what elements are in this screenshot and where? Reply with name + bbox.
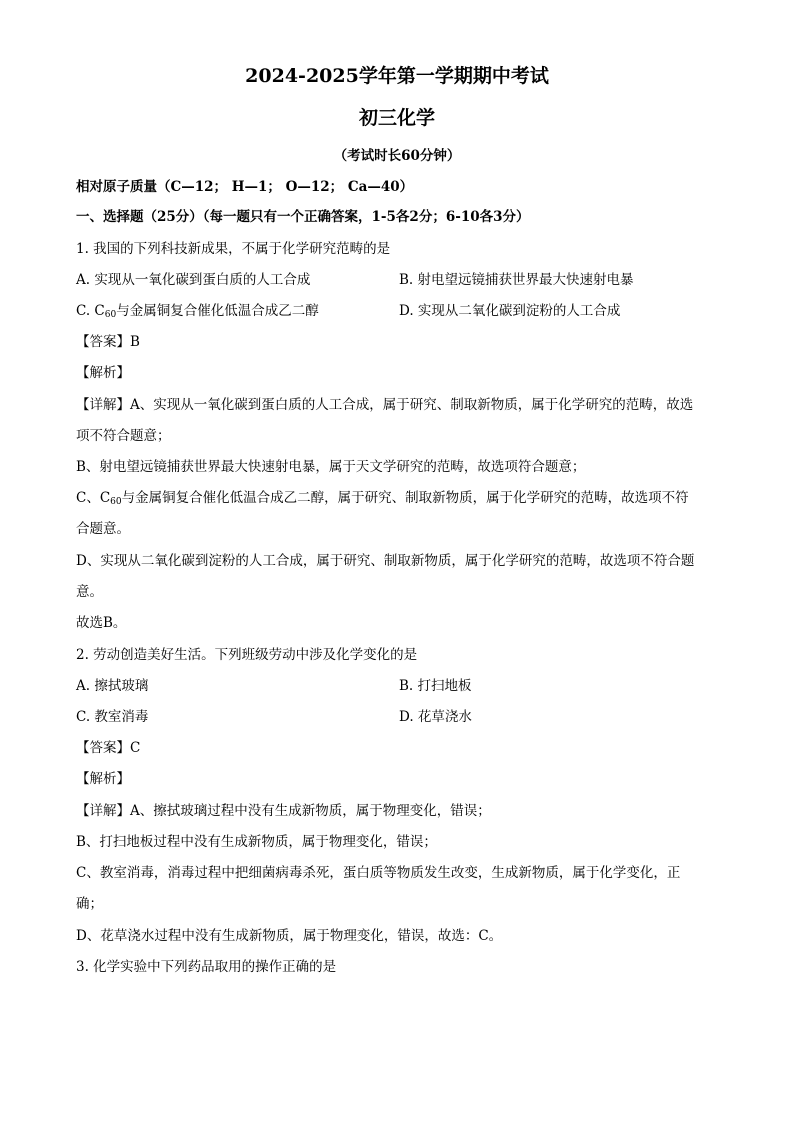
q1-detail-line: 【详解】A、实现从一氧化碳到蛋白质的人工合成，属于研究、制取新物质，属于化学研究的范畴，故选: [76, 397, 694, 413]
q2-detail-line: B、打扫地板过程中没有生成新物质，属于物理变化，错误；: [76, 834, 437, 850]
q1-option-c-prefix: C. C: [76, 303, 105, 319]
q2-detail-line: 确；: [76, 896, 103, 912]
q1-detail-text: 与金属铜复合催化低温合成乙二醇，属于研究、制取新物质，属于化学研究的范畴，故选项不符: [121, 490, 689, 506]
q1-option-b: B. 射电望远镜捕获世界最大快速射电暴: [399, 272, 634, 288]
q1-stem: 1. 我国的下列科技新成果，不属于化学研究范畴的是: [76, 241, 391, 257]
q1-conclusion: 故选B。: [76, 615, 127, 631]
q1-detail-line: D、实现从二氧化碳到淀粉的人工合成，属于研究、制取新物质，属于化学研究的范畴，故选项不符合题: [76, 553, 695, 569]
q2-option-d: D. 花草浇水: [399, 709, 472, 725]
q1-detail-line: [76, 488, 689, 508]
q1-detail-line: 项不符合题意；: [76, 428, 171, 444]
atomic-masses: 相对原子质量（C—12； H—1； O—12； Ca—40）: [76, 179, 414, 195]
q2-detail-line: 【详解】A、擦拭玻璃过程中没有生成新物质，属于物理变化，错误；: [76, 803, 491, 819]
q1-option-d: D. 实现从二氧化碳到淀粉的人工合成: [399, 303, 621, 319]
q2-detail-line: C、教室消毒，消毒过程中把细菌病毒杀死，蛋白质等物质发生改变，生成新物质，属于化学变化，正: [76, 865, 681, 881]
q2-option-a: A. 擦拭玻璃: [76, 678, 149, 694]
exam-subtitle: 初三化学: [358, 107, 435, 129]
q1-detail-line: 合题意。: [76, 521, 130, 537]
q2-stem: 2. 劳动创造美好生活。下列班级劳动中涉及化学变化的是: [76, 647, 418, 663]
section-heading: 一、选择题（25分）（每一题只有一个正确答案，1-5各2分；6-10各3分）: [76, 209, 530, 225]
q1-detail-line: 意。: [76, 584, 103, 600]
q3-stem: 3. 化学实验中下列药品取用的操作正确的是: [76, 959, 337, 975]
q1-option-c-text: 与金属铜复合催化低温合成乙二醇: [116, 303, 319, 319]
q1-detail-line: B、射电望远镜捕获世界最大快速射电暴，属于天文学研究的范畴，故选项符合题意；: [76, 459, 586, 475]
q1-detail-prefix: C、C: [76, 490, 111, 506]
exam-title: 2024-2025学年第一学期期中考试: [245, 65, 549, 87]
q1-option-c: [76, 301, 319, 321]
q2-option-c: C. 教室消毒: [76, 709, 149, 725]
q1-analysis-label: 【解析】: [76, 365, 130, 381]
q1-answer: 【答案】B: [76, 334, 140, 350]
exam-duration: （考试时长60分钟）: [333, 148, 461, 164]
q2-analysis-label: 【解析】: [76, 771, 130, 787]
q1-option-c-subscript: 60: [104, 310, 117, 320]
q2-option-b: B. 打扫地板: [399, 678, 472, 694]
q1-option-a: A. 实现从一氧化碳到蛋白质的人工合成: [76, 272, 311, 288]
q2-answer: 【答案】C: [76, 740, 141, 756]
q2-detail-line: D、花草浇水过程中没有生成新物质，属于物理变化，错误，故选：C。: [76, 928, 503, 944]
q1-detail-subscript: 60: [110, 497, 122, 507]
